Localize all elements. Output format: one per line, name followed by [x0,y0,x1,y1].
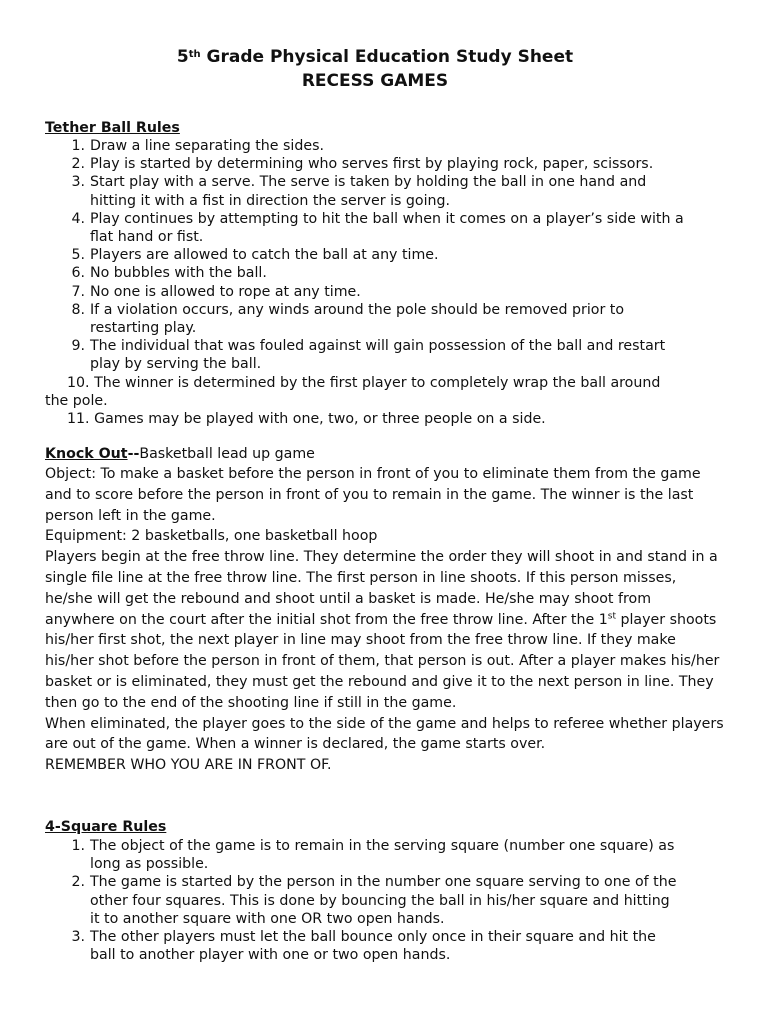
tether-rule-number: 1. [71,138,85,154]
tether-rule-number: 5. [71,247,85,264]
tether-rule-text-line: flat hand or fist. [90,229,204,246]
tether-rule-text-line: Players are allowed to catch the ball at any time. [90,247,439,264]
tether-rule-5 [45,246,725,264]
knock-out-players-superscript: st [607,610,616,621]
four-square-rule-1 [45,837,725,873]
four-square-rule-number: 2. [71,874,85,891]
tether-rule-number: 7. [71,283,85,300]
title-grade-suffix: th [188,49,201,60]
knock-out-subtitle: Basketball lead up game [139,446,315,462]
tether-rule-7 [45,283,725,301]
knock-out-equipment: Equipment: 2 basketballs, one basketball hoop [45,528,378,545]
four-square-rule-text-line: it to another square with one OR two open hands. [90,910,445,927]
tether-rule-9 [45,337,725,373]
page-subtitle: RECESS GAMES [301,71,449,91]
four-square-heading: 4-Square Rules [45,819,167,835]
tether-rule-8 [45,301,725,337]
tether-rule-text-line: Play continues by attempting to hit the ball when it comes on a player’s side with a [90,210,684,227]
tether-rule-number: 9. [71,338,85,355]
four-square-rule-number: 3. [71,929,85,946]
knock-out-dashes: -- [127,446,140,462]
tether-rule-text-line: The individual that was fouled against will gain possession of the ball and restart [90,338,666,355]
tether-rule-text-line: No one is allowed to rope at any time. [90,283,361,300]
knock-out-section [45,444,725,776]
tether-rule-text-line: hitting it with a fist in direction the server is going. [90,192,451,209]
knock-out-eliminated: When eliminated, the player goes to the side of the game and helps to referee whether players are out of the game. When a winner is declared, the game starts over. [45,715,724,753]
four-square-rule-2 [45,873,725,928]
tether-ball-heading: Tether Ball Rules [45,120,180,136]
tether-rule-number: 8. [71,301,85,318]
page-title [35,46,715,68]
tether-rule-text-line: play by serving the ball. [90,356,262,373]
tether-rule-10-line2: the pole. [45,392,108,409]
four-square-rule-text-line: The game is started by the person in the number one square serving to one of the [90,874,677,891]
tether-rule-number: 3. [71,174,85,191]
tether-rule-4 [45,210,725,246]
tether-rule-3 [45,173,725,209]
tether-rule-number: 4. [71,210,85,227]
tether-rule-6 [45,264,725,282]
knock-out-object: Object: To make a basket before the person in front of you to eliminate them from the game and to score before the person in front of you to remain in the game. The winner is the last person left in the game. [45,466,701,524]
tether-rule-number: 6. [71,265,85,282]
four-square-rule-number: 1. [71,838,85,854]
tether-rule-text-line: restarting play. [90,320,197,337]
tether-ball-section [45,119,725,428]
title-line1-text: Grade Physical Education Study Sheet [206,47,574,67]
title-grade-number: 5 [176,47,189,67]
tether-rule-2 [45,155,725,173]
tether-rule-number: 2. [71,156,85,173]
knock-out-players-part2: player shoots his/her first shot, the next player in line may shoot from the free throw line. If they make his/her shot before the person in front of them, that person is out. After a player makes his/her basket or is eliminated, they must get the rebound and give it to the next person in line. They then go to the end of the shooting line if still in the game. [45,611,720,711]
tether-rule-text-line: Start play with a serve. The serve is taken by holding the ball in one hand and [90,174,647,191]
four-square-rule-3 [45,928,725,964]
four-square-section [45,818,725,964]
knock-out-header-line [45,444,725,464]
tether-ball-rules-list [45,137,725,374]
tether-rule-text-line: No bubbles with the ball. [90,265,267,282]
tether-rule-text-line: Play is started by determining who serves first by playing rock, paper, scissors. [90,156,654,173]
four-square-rule-text-line: The object of the game is to remain in the serving square (number one square) as [90,838,675,854]
tether-rule-1 [45,137,725,155]
tether-rule-text-line: Draw a line separating the sides. [90,138,325,154]
tether-rule-11: 11. Games may be played with one, two, or three people on a side. [67,411,546,428]
four-square-rule-text-line: The other players must let the ball bounce only once in their square and hit the [90,929,656,946]
knock-out-heading: Knock Out [45,446,128,462]
four-square-rule-text-line: ball to another player with one or two open hands. [90,947,451,964]
four-square-rule-text-line: long as possible. [90,856,209,873]
four-square-rules-list [45,837,725,964]
four-square-rule-text-line: other four squares. This is done by bouncing the ball in his/her square and hitting [90,892,670,909]
knock-out-players-part1: Players begin at the free throw line. They determine the order they will shoot in and stand in a single file line at the free throw line. The first person in line shoots. If this person misses, he/she will get the rebound and shoot until a basket is made. He/she may shoot from anywhere on the court after the initial shot from the free throw line. After the 1 [45,549,718,628]
knock-out-remember: REMEMBER WHO YOU ARE IN FRONT OF. [45,757,332,774]
tether-rule-text-line: If a violation occurs, any winds around the pole should be removed prior to [90,301,625,318]
tether-rule-10-line1: 10. The winner is determined by the first player to completely wrap the ball around [67,374,661,391]
knock-out-players-paragraph [45,547,725,713]
